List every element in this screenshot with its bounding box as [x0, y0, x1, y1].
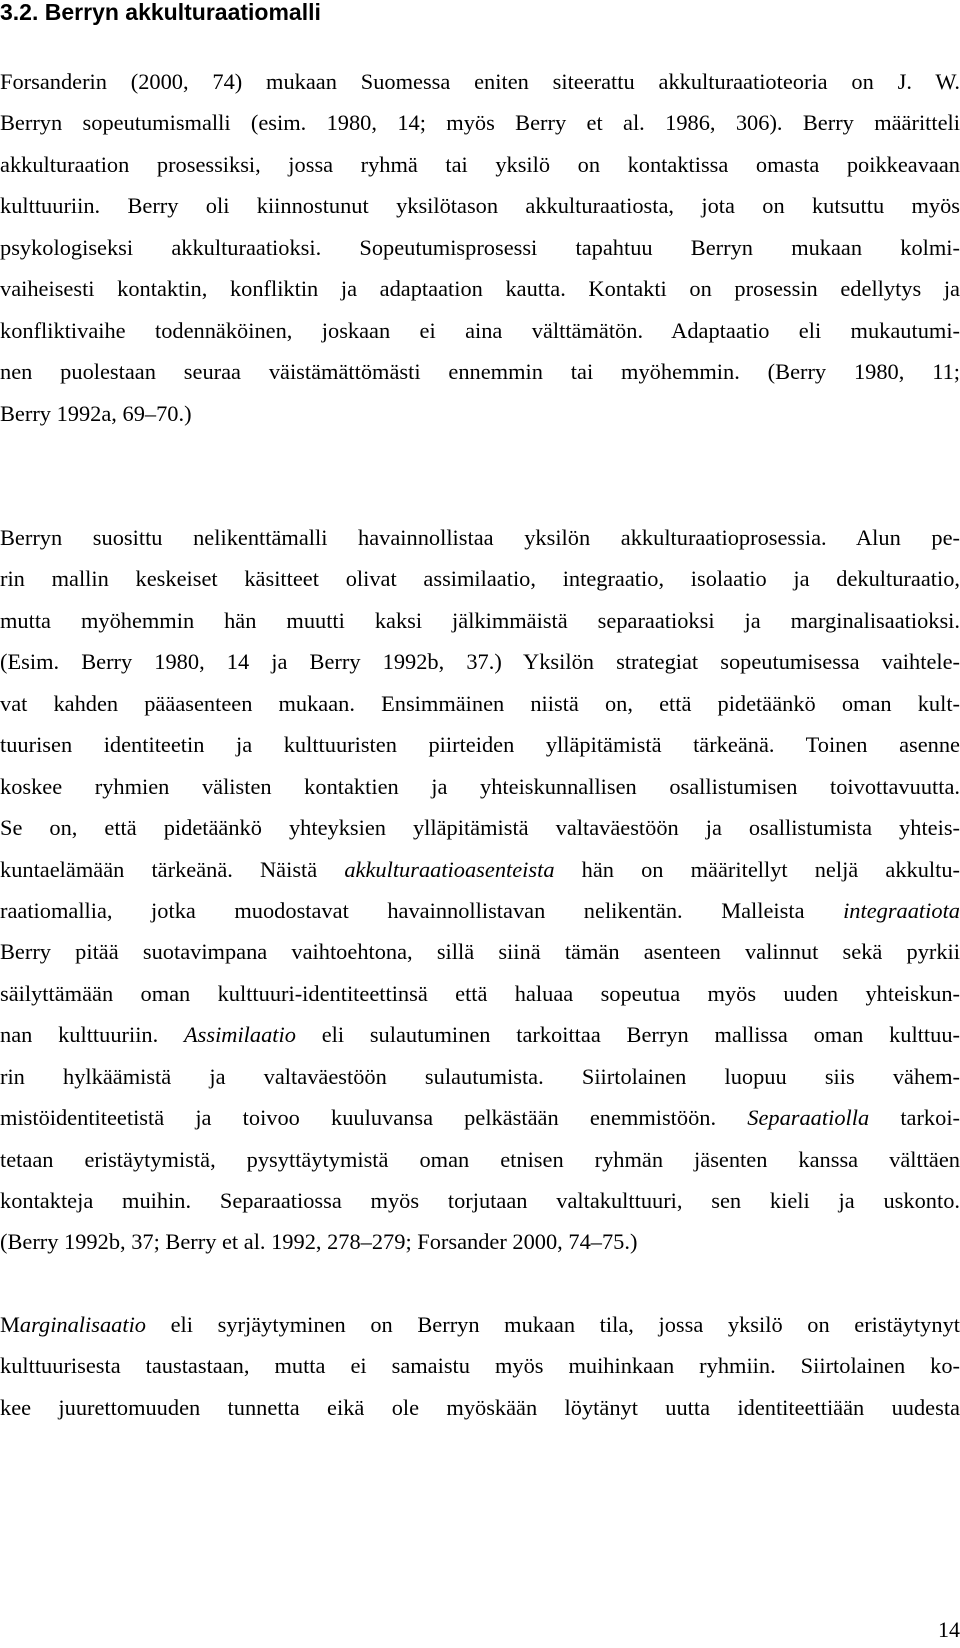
text-line: [0, 1014, 960, 1055]
text-run: vat kahden pääasenteen mukaan. Ensimmäinen niistä on, että pidetäänkö oman kult-: [0, 690, 960, 716]
text-line: [0, 517, 960, 558]
text-run: eli syrjäytyminen on Berryn mukaan tila, jossa yksilö on eristäytynyt: [146, 1312, 960, 1337]
text-run: konfliktivaihe todennäköinen, joskaan ei aina välttämätön. Adaptaatio eli mukautumi-: [0, 317, 960, 343]
text-run: nen puolestaan seuraa väistämättömästi ennemmin tai myöhemmin. (Berry 1980, 11;: [0, 359, 960, 385]
text-run: (Berry 1992b, 37; Berry et al. 1992, 278–279; Forsander 2000, 74–75.): [0, 1229, 638, 1255]
text-run: Berryn suosittu nelikenttämalli havainnollistaa yksilön akkulturaatioprosessia. Alun pe-: [0, 525, 960, 550]
text-run: Berry 1992a, 69–70.): [0, 400, 192, 426]
text-run: vaiheisesti kontaktin, konfliktin ja adaptaation kautta. Kontakti on prosessin edellytys ja: [0, 276, 960, 302]
text-line: [0, 890, 960, 931]
section-heading: [0, 0, 321, 26]
italic-term: Separaatiolla: [747, 1105, 870, 1131]
text-line: [0, 973, 960, 1014]
section-number: 3.2.: [0, 0, 39, 25]
text-line: [0, 268, 960, 309]
text-line: [0, 600, 960, 641]
text-line: [0, 1056, 960, 1097]
text-line: [0, 724, 960, 765]
italic-term: integraatiota: [843, 897, 960, 923]
text-line: [0, 227, 960, 268]
italic-term: arginalisaatio: [19, 1312, 146, 1337]
text-line: [0, 144, 960, 185]
italic-term: akkulturaatioasenteista: [344, 856, 555, 882]
text-line: [0, 1387, 960, 1428]
text-line: [0, 1345, 960, 1386]
text-line: [0, 351, 960, 392]
text-run: kulttuuriin. Berry oli kiinnostunut yksilötason akkulturaatiosta, jota on kutsuttu myös: [0, 193, 960, 219]
text-run: koskee ryhmien välisten kontaktien ja yhteiskunnallisen osallistumisen toivottavuutta.: [0, 773, 960, 799]
text-run: Se on, että pidetäänkö yhteyksien ylläpitämistä valtaväestöön ja osallistumista yhteis-: [0, 815, 960, 841]
text-run: akkulturaation prosessiksi, jossa ryhmä tai yksilö on kontaktissa omasta poikkeavaan: [0, 151, 960, 177]
text-line: [0, 807, 960, 848]
italic-term: Assimilaatio: [183, 1022, 296, 1048]
text-line: [0, 1097, 960, 1138]
text-line: [0, 558, 960, 599]
text-run: M: [0, 1312, 20, 1337]
text-line: [0, 641, 960, 682]
text-run: eli sulautuminen tarkoittaa Berryn mallissa oman kulttuu-: [295, 1022, 960, 1048]
text-run: Forsanderin (2000, 74) mukaan Suomessa eniten siteerattu akkulturaatioteoria on J. W.: [0, 69, 960, 94]
text-run: kontakteja muihin. Separaatiossa myös torjutaan valtakulttuuri, sen kieli ja uskonto.: [0, 1188, 960, 1213]
text-run: nan kulttuuriin.: [0, 1022, 184, 1048]
text-run: Berryn sopeutumismalli (esim. 1980, 14; myös Berry et al. 1986, 306). Berry määritteli: [0, 110, 960, 136]
text-run: raatiomallia, jotka muodostavat havainnollistavan nelikentän. Malleista: [0, 897, 844, 923]
section-title: Berryn akkulturaatiomalli: [44, 0, 321, 25]
text-line: [0, 683, 960, 724]
text-run: säilyttämään oman kulttuuri-identiteettinsä että haluaa sopeutua myös uuden yhteiskun-: [0, 980, 960, 1006]
text-line: [0, 1180, 960, 1221]
text-line: [0, 1221, 960, 1262]
text-line: [0, 766, 960, 807]
text-line: [0, 1304, 960, 1345]
text-line: [0, 931, 960, 972]
text-line: [0, 102, 960, 143]
text-line: [0, 61, 960, 102]
page-number: 14: [938, 1617, 960, 1642]
text-run: hän on määritellyt neljä akkultu-: [554, 856, 960, 882]
paragraph-four-field-model: [0, 517, 960, 1263]
text-run: kulttuurisesta taustastaan, mutta ei samaistu myös muihinkaan ryhmiin. Siirtolainen ko-: [0, 1353, 960, 1379]
paragraph-intro: [0, 61, 960, 434]
text-line: [0, 185, 960, 226]
text-run: kee juurettomuuden tunnetta eikä ole myöskään löytänyt uutta identiteettiään uudesta: [0, 1394, 960, 1420]
text-run: rin mallin keskeiset käsitteet olivat assimilaatio, integraatio, isolaatio ja dekulturaatio,: [0, 566, 960, 592]
text-run: (Esim. Berry 1980, 14 ja Berry 1992b, 37.) Yksilön strategiat sopeutumisessa vaihtele-: [0, 649, 960, 675]
text-line: [0, 310, 960, 351]
text-run: rin hylkäämistä ja valtaväestöön sulautumista. Siirtolainen luopuu siis vähem-: [0, 1063, 960, 1089]
text-run: kuntaelämään tärkeänä. Näistä: [0, 856, 345, 882]
text-run: psykologiseksi akkulturaatioksi. Sopeutumisprosessi tapahtuu Berryn mukaan kolmi-: [0, 234, 960, 260]
text-line: [0, 1139, 960, 1180]
text-line: [0, 393, 960, 434]
text-run: mutta myöhemmin hän muutti kaksi jälkimmäistä separaatioksi ja marginalisaatioksi.: [0, 607, 960, 633]
text-run: tarkoi-: [869, 1105, 960, 1131]
text-run: tuurisen identiteetin ja kulttuuristen piirteiden ylläpitämistä tärkeänä. Toinen asenne: [0, 732, 960, 758]
paragraph-marginalisation: [0, 1304, 960, 1428]
text-run: tetaan eristäytymistä, pysyttäytymistä oman etnisen ryhmän jäsenten kanssa välttäen: [0, 1146, 960, 1172]
text-run: mistöidentiteetistä ja toivoo kuuluvansa pelkästään enemmistöön.: [0, 1105, 748, 1131]
text-run: Berry pitää suotavimpana vaihtoehtona, sillä siinä tämän asenteen valinnut sekä pyrkii: [0, 939, 960, 965]
text-line: [0, 849, 960, 890]
